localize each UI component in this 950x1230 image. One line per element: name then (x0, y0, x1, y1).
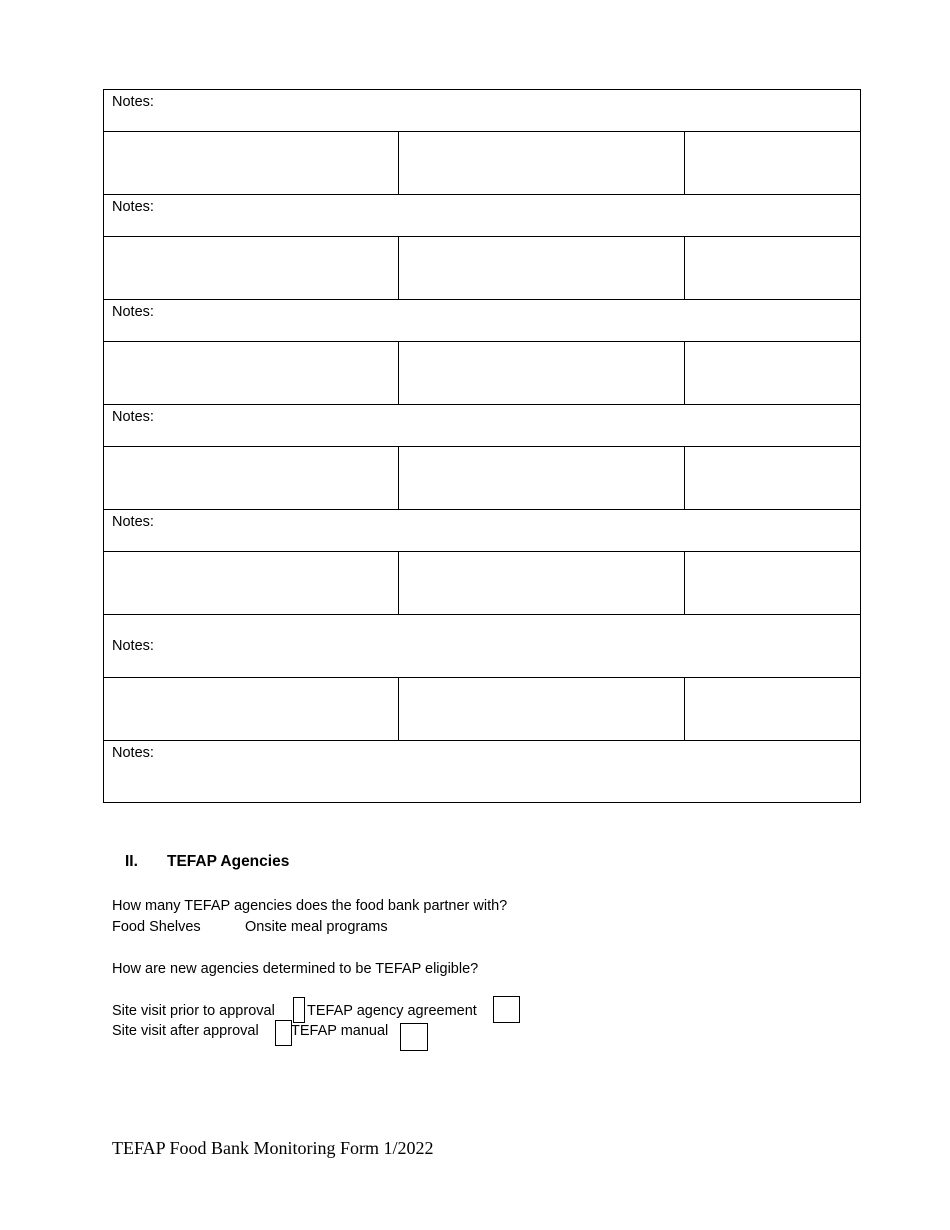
section-heading (125, 853, 289, 871)
notes-cell[interactable] (104, 510, 861, 552)
blank-entry-cell[interactable] (104, 342, 399, 405)
notes-cell[interactable] (104, 195, 861, 237)
blank-entry-cell[interactable] (685, 342, 861, 405)
question-eligibility: How are new agencies determined to be TEFAP eligible? (112, 961, 479, 977)
site-visit-after-checkbox[interactable] (275, 1020, 292, 1046)
notes-label: Notes: (112, 199, 154, 215)
table-row-notes (104, 510, 861, 552)
blank-entry-cell[interactable] (685, 447, 861, 510)
notes-label: Notes: (112, 304, 154, 320)
table-row-notes (104, 195, 861, 237)
blank-entry-cell[interactable] (399, 552, 685, 615)
notes-cell[interactable] (104, 615, 861, 678)
site-visit-prior-label: Site visit prior to approval (112, 1003, 275, 1019)
table-row-blank (104, 132, 861, 195)
notes-label: Notes: (112, 745, 154, 761)
blank-entry-cell[interactable] (104, 237, 399, 300)
blank-entry-cell[interactable] (685, 132, 861, 195)
notes-label: Notes: (112, 514, 154, 530)
table-row-blank (104, 552, 861, 615)
site-visit-after-label: Site visit after approval (112, 1023, 259, 1039)
notes-cell[interactable] (104, 300, 861, 342)
notes-label: Notes: (112, 638, 154, 654)
table-row-blank (104, 237, 861, 300)
agency-agreement-checkbox[interactable] (493, 996, 520, 1023)
notes-cell[interactable] (104, 90, 861, 132)
blank-entry-cell[interactable] (104, 552, 399, 615)
manual-label: TEFAP manual (291, 1023, 389, 1039)
onsite-meal-programs-label: Onsite meal programs (245, 919, 388, 935)
notes-label: Notes: (112, 409, 154, 425)
blank-entry-cell[interactable] (399, 342, 685, 405)
table-row-blank (104, 678, 861, 741)
blank-entry-cell[interactable] (399, 678, 685, 741)
blank-entry-cell[interactable] (685, 552, 861, 615)
table-row-notes (104, 741, 861, 803)
table-row-notes (104, 615, 861, 678)
table-row-blank (104, 447, 861, 510)
blank-entry-cell[interactable] (104, 447, 399, 510)
blank-entry-cell[interactable] (104, 132, 399, 195)
manual-checkbox[interactable] (400, 1023, 428, 1051)
blank-entry-cell[interactable] (399, 237, 685, 300)
blank-entry-cell[interactable] (399, 447, 685, 510)
food-shelves-label: Food Shelves (112, 919, 201, 935)
agency-agreement-label: TEFAP agency agreement (307, 1003, 477, 1019)
blank-entry-cell[interactable] (104, 678, 399, 741)
blank-entry-cell[interactable] (399, 132, 685, 195)
notes-table (103, 89, 861, 803)
footer-form-id: TEFAP Food Bank Monitoring Form 1/2022 (112, 1138, 434, 1158)
table-row-blank (104, 342, 861, 405)
site-visit-prior-checkbox[interactable] (293, 997, 305, 1023)
section-title: TEFAP Agencies (167, 853, 290, 870)
blank-entry-cell[interactable] (685, 678, 861, 741)
table-row-notes (104, 405, 861, 447)
notes-label: Notes: (112, 94, 154, 110)
section-number: II. (125, 853, 138, 870)
blank-entry-cell[interactable] (685, 237, 861, 300)
question-agency-count: How many TEFAP agencies does the food bank partner with? (112, 898, 508, 914)
notes-cell[interactable] (104, 741, 861, 803)
notes-cell[interactable] (104, 405, 861, 447)
table-row-notes (104, 90, 861, 132)
table-row-notes (104, 300, 861, 342)
